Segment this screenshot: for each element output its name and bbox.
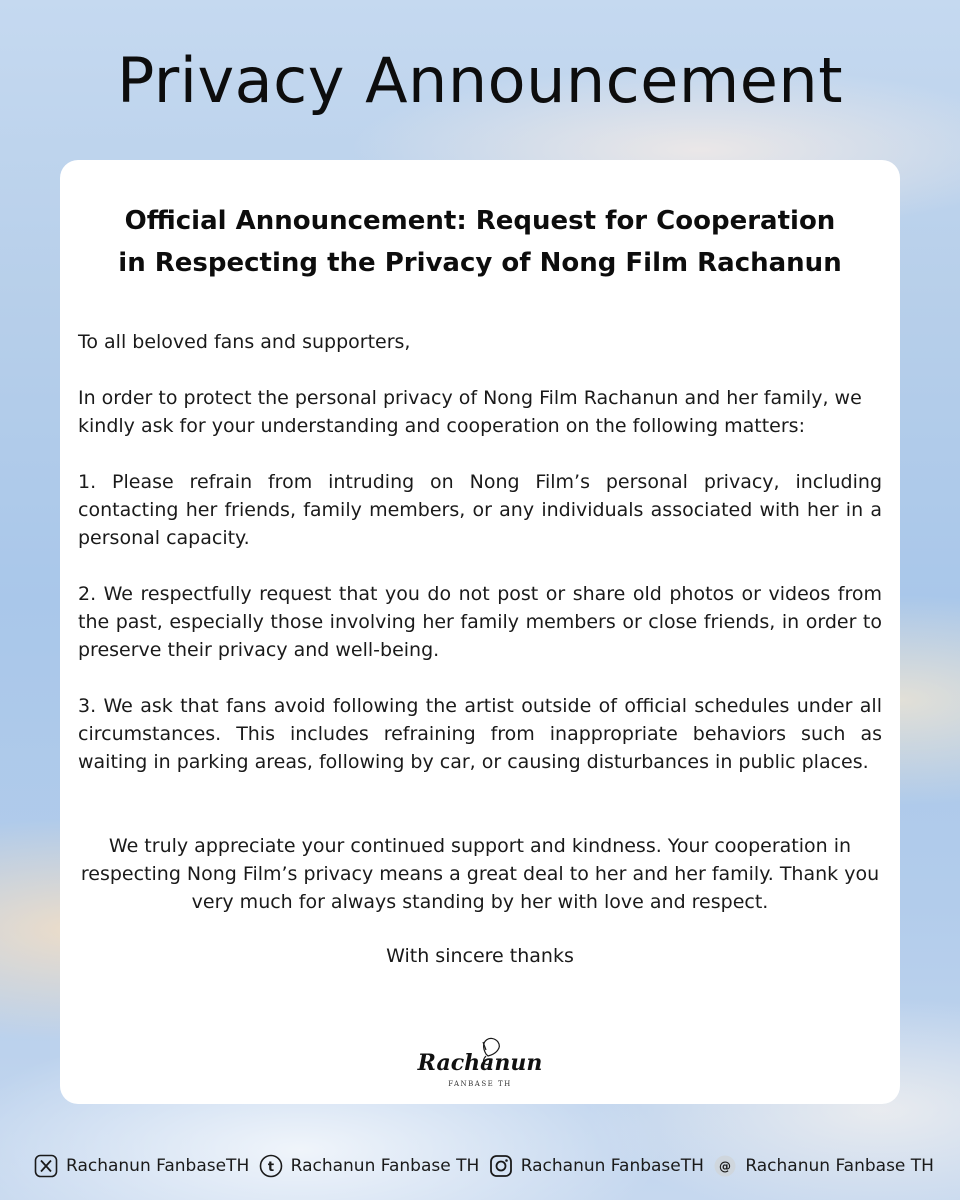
social-handle: Rachanun FanbaseTH <box>66 1156 250 1176</box>
instagram-icon <box>489 1154 513 1178</box>
social-instagram[interactable] <box>489 1154 704 1178</box>
logo-name: Rachanun <box>417 1050 543 1076</box>
announcement-card <box>60 160 900 1104</box>
point-1: 1. Please refrain from intruding on Nong Film’s personal privacy, including contacting her friends, family members, or any individuals associated with her in a personal capacity. <box>78 471 882 549</box>
heading-line-1: Official Announcement: Request for Cooperation <box>124 206 836 236</box>
point-2: 2. We respectfully request that you do not post or share old photos or videos from the past, especially those involving her family members or close friends, in order to preserve their privacy and well-being. <box>78 583 882 661</box>
social-handle: Rachanun FanbaseTH <box>520 1156 704 1176</box>
heading-line-2: in Respecting the Privacy of Nong Film Rachanun <box>118 248 842 278</box>
intro-paragraph: In order to protect the personal privacy of Nong Film Rachanun and her family, we kindly ask for your understanding and cooperation on the following matters: <box>78 387 862 437</box>
threads-icon <box>713 1154 737 1178</box>
logo-tagline: FANBASE TH <box>448 1080 512 1088</box>
announcement-body <box>78 328 882 776</box>
announcement-heading <box>78 200 882 284</box>
social-handle: Rachanun Fanbase TH <box>290 1156 480 1176</box>
x-icon <box>34 1154 58 1178</box>
rachanun-fanbase-logo <box>416 1032 544 1092</box>
svg-text:@: @ <box>719 1159 732 1174</box>
social-footer <box>34 1150 934 1182</box>
social-threads[interactable] <box>713 1154 934 1178</box>
social-tumblr[interactable] <box>259 1154 480 1178</box>
tumblr-icon <box>259 1154 283 1178</box>
svg-text:t: t <box>267 1160 274 1175</box>
social-handle: Rachanun Fanbase TH <box>745 1156 934 1176</box>
signoff: With sincere thanks <box>386 945 574 967</box>
greeting: To all beloved fans and supporters, <box>78 331 411 353</box>
social-x[interactable] <box>34 1154 249 1178</box>
point-3: 3. We ask that fans avoid following the artist outside of official schedules under all circumstances. This includes refraining from inappropriate behaviors such as waiting in parking areas, following by car, or causing disturbances in public places. <box>78 695 882 773</box>
closing-paragraph: We truly appreciate your continued support and kindness. Your cooperation in respecting Nong Film’s privacy means a great deal to her and her family. Thank you very much for always standing by her with love and respect. <box>80 835 880 913</box>
page-title: Privacy Announcement <box>116 44 844 117</box>
